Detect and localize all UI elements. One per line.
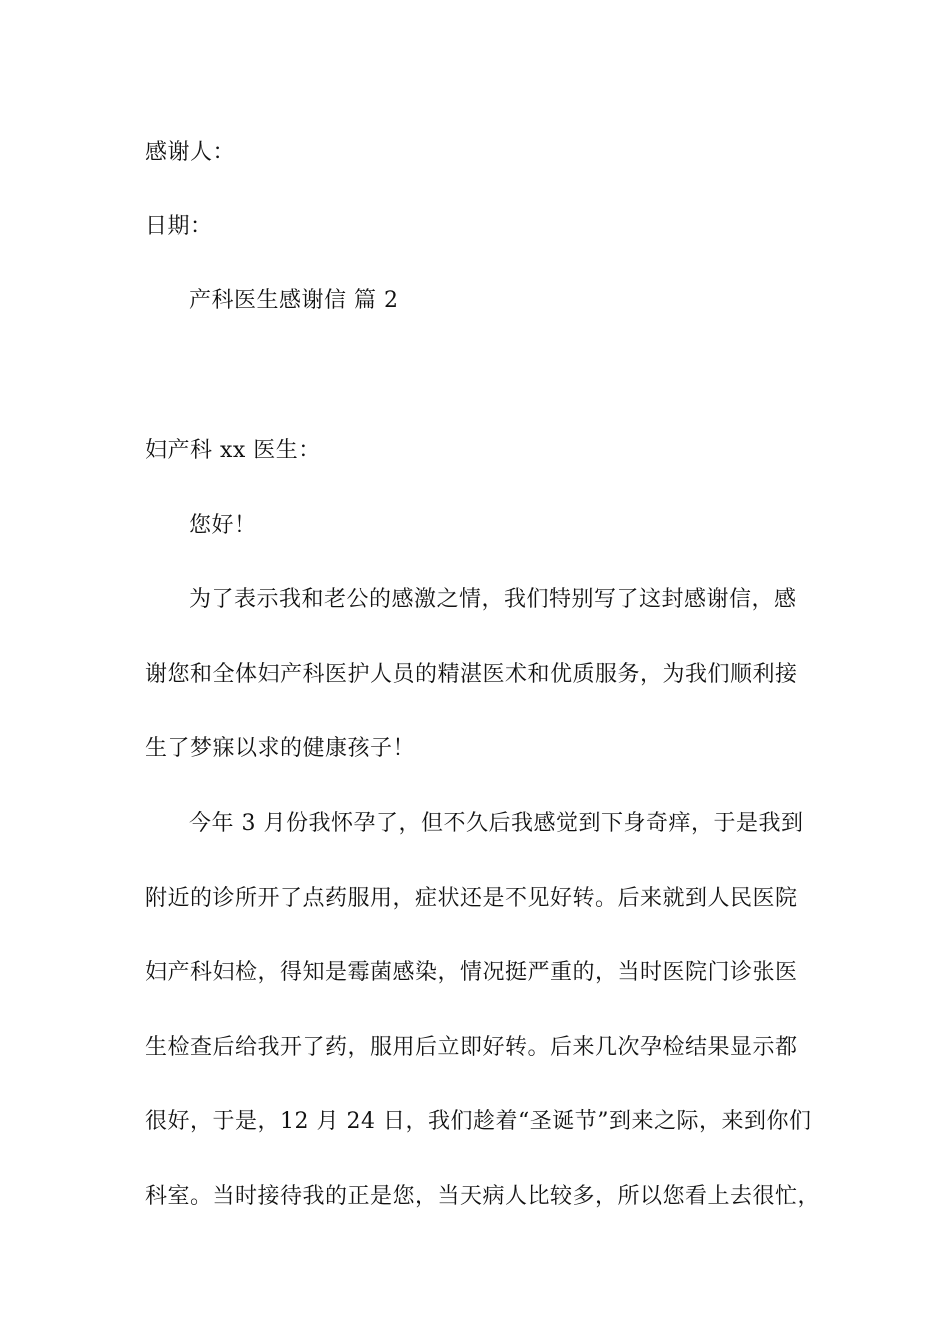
letter-greeting: 您好！ xyxy=(189,513,257,538)
paragraph-line: 科室。当时接待我的正是您，当天病人比较多，所以您看上去很忙， xyxy=(145,1184,821,1209)
paragraph-line: 很好，于是，12 月 24 日，我们趁着“圣诞节”到来之际，来到你们 xyxy=(145,1109,812,1134)
paragraph-line: 今年 3 月份我怀孕了，但不久后我感觉到下身奇痒，于是我到 xyxy=(189,811,804,836)
paragraph-line: 生了梦寐以求的健康孩子！ xyxy=(145,736,416,761)
paragraph-line: 生检查后给我开了药，服用后立即好转。后来几次孕检结果显示都 xyxy=(145,1035,798,1060)
paragraph-line: 附近的诊所开了点药服用，症状还是不见好转。后来就到人民医院 xyxy=(145,886,798,911)
paragraph-line: 谢您和全体妇产科医护人员的精湛医术和优质服务，为我们顺利接 xyxy=(145,662,798,687)
paragraph-line: 为了表示我和老公的感激之情，我们特别写了这封感谢信，感 xyxy=(189,587,797,612)
letter-salutation: 妇产科 xx 医生： xyxy=(145,438,321,463)
date-label: 日期： xyxy=(145,214,213,239)
section-title: 产科医生感谢信 篇 2 xyxy=(189,288,399,313)
thanker-label: 感谢人： xyxy=(145,140,236,165)
paragraph-line: 妇产科妇检，得知是霉菌感染，情况挺严重的，当时医院门诊张医 xyxy=(145,960,798,985)
